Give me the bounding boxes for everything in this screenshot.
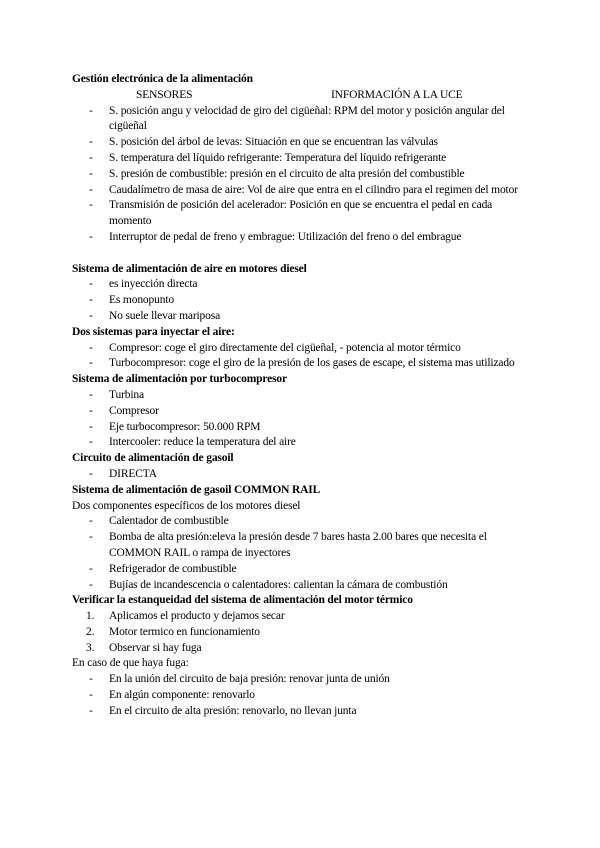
item-number: 3. xyxy=(86,641,95,654)
list-item: - Turbina xyxy=(72,388,532,404)
bullet-mark: - xyxy=(89,357,93,370)
list-item: - Es monopunto xyxy=(72,293,532,309)
bullet-mark: - xyxy=(89,230,93,243)
section-title-estanqueidad: Verificar la estanqueidad del sistema de alimentación del motor térmico xyxy=(72,594,413,607)
section-intro-common-rail: Dos componentes específicos de los motores diesel xyxy=(72,499,301,512)
bullet-mark: - xyxy=(89,104,93,117)
col-header-sensores: SENSORES xyxy=(136,88,193,101)
list-item: - Intercooler: reduce la temperatura del aire xyxy=(72,435,532,451)
list-item: - Caudalímetro de masa de aire: Vol de aire que entra en el cilindro para el regimen del motor xyxy=(72,183,532,199)
numbered-item: 2. Motor termico en funcionamiento xyxy=(72,625,532,641)
list-item: - No suele llevar mariposa xyxy=(72,309,532,325)
section-title-gestion: Gestión electrónica de la alimentación xyxy=(72,73,253,85)
bullet-mark: - xyxy=(89,689,93,702)
bullet-mark: - xyxy=(89,673,93,686)
numbered-item: 3. Observar si hay fuga xyxy=(72,641,532,657)
bullet-mark: - xyxy=(89,420,93,433)
bullet-mark: - xyxy=(89,278,93,291)
bullet-mark: - xyxy=(89,309,93,322)
sensor-columns-header xyxy=(72,88,532,104)
bullet-mark: - xyxy=(89,388,93,401)
item-number: 1. xyxy=(86,610,95,623)
list-item: - S. presión de combustible: presión en el circuito de alta presión del combustible xyxy=(72,167,532,183)
list-item: - DIRECTA xyxy=(72,467,532,483)
item-number: 2. xyxy=(86,625,95,638)
list-item: - S. posición angu y velocidad de giro del cigüeñal: RPM del motor y posición angular del cigüeñal xyxy=(89,104,505,133)
list-item: - Refrigerador de combustible xyxy=(72,562,532,578)
bullet-mark: - xyxy=(89,136,93,149)
bullet-mark: - xyxy=(89,151,93,164)
section-title-common-rail: Sistema de alimentación de gasoil COMMON RAIL xyxy=(72,483,321,496)
bullet-mark: - xyxy=(89,294,93,307)
list-item: - Turbocompresor: coge el giro de la presión de los gases de escape, el sistema mas utilizado xyxy=(72,356,532,372)
numbered-item: 1. Aplicamos el producto y dejamos secar xyxy=(72,609,532,625)
list-item: - Compresor: coge el giro directamente del cigüeñal, - potencia al motor térmico xyxy=(72,341,532,357)
bullet-mark: - xyxy=(89,167,93,180)
document-page xyxy=(72,72,532,720)
list-item: - Bujías de incandescencia o calentadores: calientan la cámara de combustión xyxy=(72,578,532,594)
list-item: - Transmisión de posición del acelerador: Posición en que se encuentra el pedal en cada momento xyxy=(89,199,493,228)
list-item: - Eje turbocompresor: 50.000 RPM xyxy=(72,420,532,436)
list-item: - En la unión del circuito de baja presión: renovar junta de unión xyxy=(72,672,532,688)
bullet-mark: - xyxy=(89,704,93,717)
bullet-mark: - xyxy=(89,562,93,575)
bullet-mark: - xyxy=(89,341,93,354)
section-title-aire-diesel: Sistema de alimentación de aire en motores diesel xyxy=(72,262,307,275)
bullet-mark: - xyxy=(89,578,93,591)
list-item: - Compresor xyxy=(72,404,532,420)
bullet-mark: - xyxy=(89,183,93,196)
bullet-mark: - xyxy=(89,467,93,480)
list-item: - En el circuito de alta presión: renovarlo, no llevan junta xyxy=(72,704,532,720)
section-intro-fuga: En caso de que haya fuga: xyxy=(72,657,189,670)
list-item: - Interruptor de pedal de freno y embrague: Utilización del freno o del embrague xyxy=(72,230,532,246)
bullet-mark: - xyxy=(89,515,93,528)
bullet-mark: - xyxy=(89,436,93,449)
bullet-mark: - xyxy=(89,404,93,417)
section-title-dos-sistemas: Dos sistemas para inyectar el aire: xyxy=(72,325,235,338)
list-item: - es inyección directa xyxy=(72,277,532,293)
bullet-mark: - xyxy=(89,531,93,544)
spacer xyxy=(72,246,532,262)
list-item: - S. posición del árbol de levas: Situación en que se encuentran las válvulas xyxy=(72,135,532,151)
list-item: - S. temperatura del líquido refrigerante: Temperatura del líquido refrigerante xyxy=(72,151,532,167)
col-header-informacion: INFORMACIÓN A LA UCE xyxy=(331,88,463,101)
section-title-gasoil: Circuito de alimentación de gasoil xyxy=(72,452,234,465)
list-item: - Calentador de combustible xyxy=(72,514,532,530)
section-title-turbocompresor: Sistema de alimentación por turbocompresor xyxy=(72,373,287,386)
list-item: - Bomba de alta presión:eleva la presión desde 7 bares hasta 2.00 bares que necesita el COMMON RAIL o rampa de inyectores xyxy=(89,531,487,559)
list-item: - En algún componente: renovarlo xyxy=(72,688,532,704)
bullet-mark: - xyxy=(89,199,93,212)
